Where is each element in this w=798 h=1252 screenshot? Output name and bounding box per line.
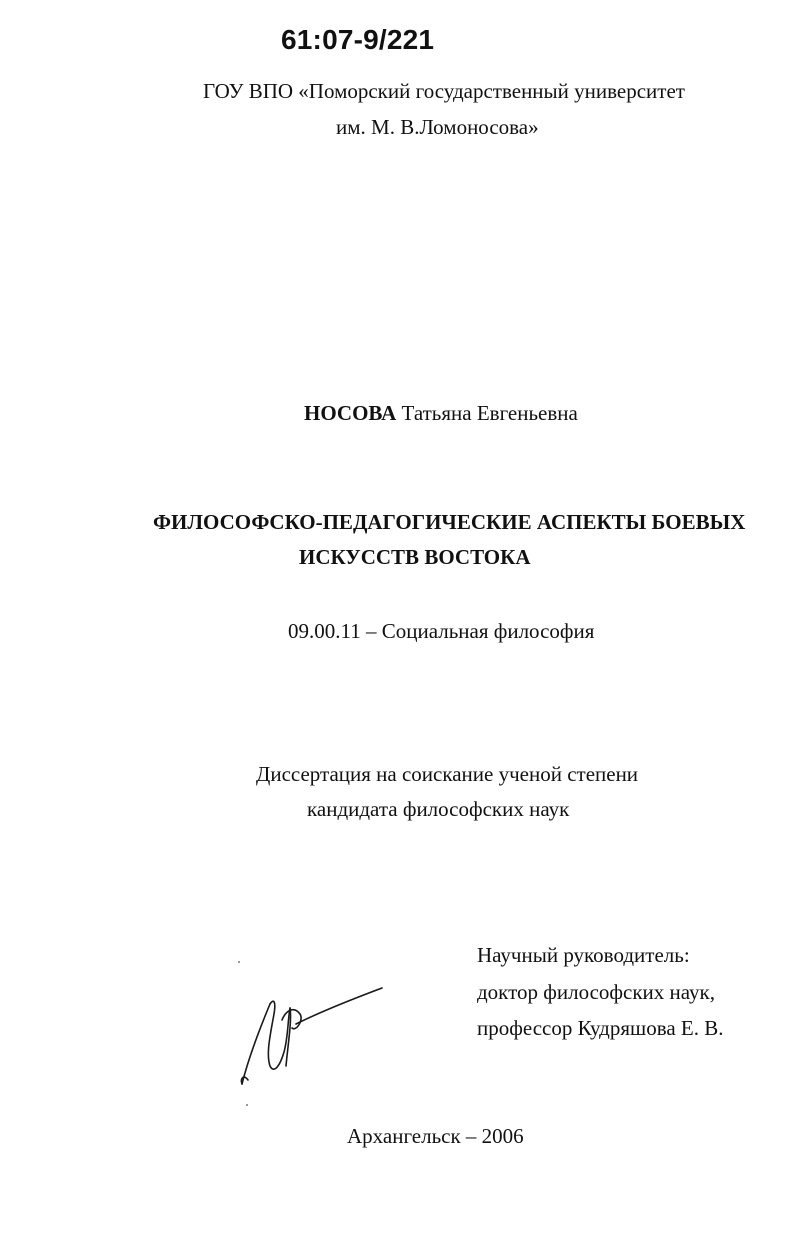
author-surname: НОСОВА	[304, 401, 397, 425]
degree-statement-line2: кандидата философских наук	[307, 797, 570, 821]
library-stamp-code: 61:07-9/221	[281, 24, 435, 55]
author-given-names: Татьяна Евгеньевна	[401, 401, 578, 425]
handwritten-signature	[230, 980, 390, 1090]
author-name	[304, 401, 578, 426]
dissertation-title-line1: ФИЛОСОФСКО-ПЕДАГОГИЧЕСКИЕ АСПЕКТЫ БОЕВЫХ	[153, 510, 746, 534]
supervisor-name: профессор Кудряшова Е. В.	[477, 1016, 724, 1040]
supervisor-degree: доктор философских наук,	[477, 980, 715, 1004]
degree-statement-line1: Диссертация на соискание ученой степени	[256, 762, 639, 786]
institution-name-line1: ГОУ ВПО «Поморский государственный университет	[203, 79, 685, 103]
scan-artifact	[246, 1104, 248, 1106]
scan-artifact	[238, 961, 240, 963]
specialty-code: 09.00.11 – Социальная философия	[288, 619, 595, 643]
dissertation-title-line2: ИСКУССТВ ВОСТОКА	[299, 545, 531, 569]
supervisor-label: Научный руководитель:	[477, 943, 690, 967]
institution-name-line2: им. М. В.Ломоносова»	[336, 115, 539, 139]
city-and-year: Архангельск – 2006	[347, 1124, 524, 1148]
